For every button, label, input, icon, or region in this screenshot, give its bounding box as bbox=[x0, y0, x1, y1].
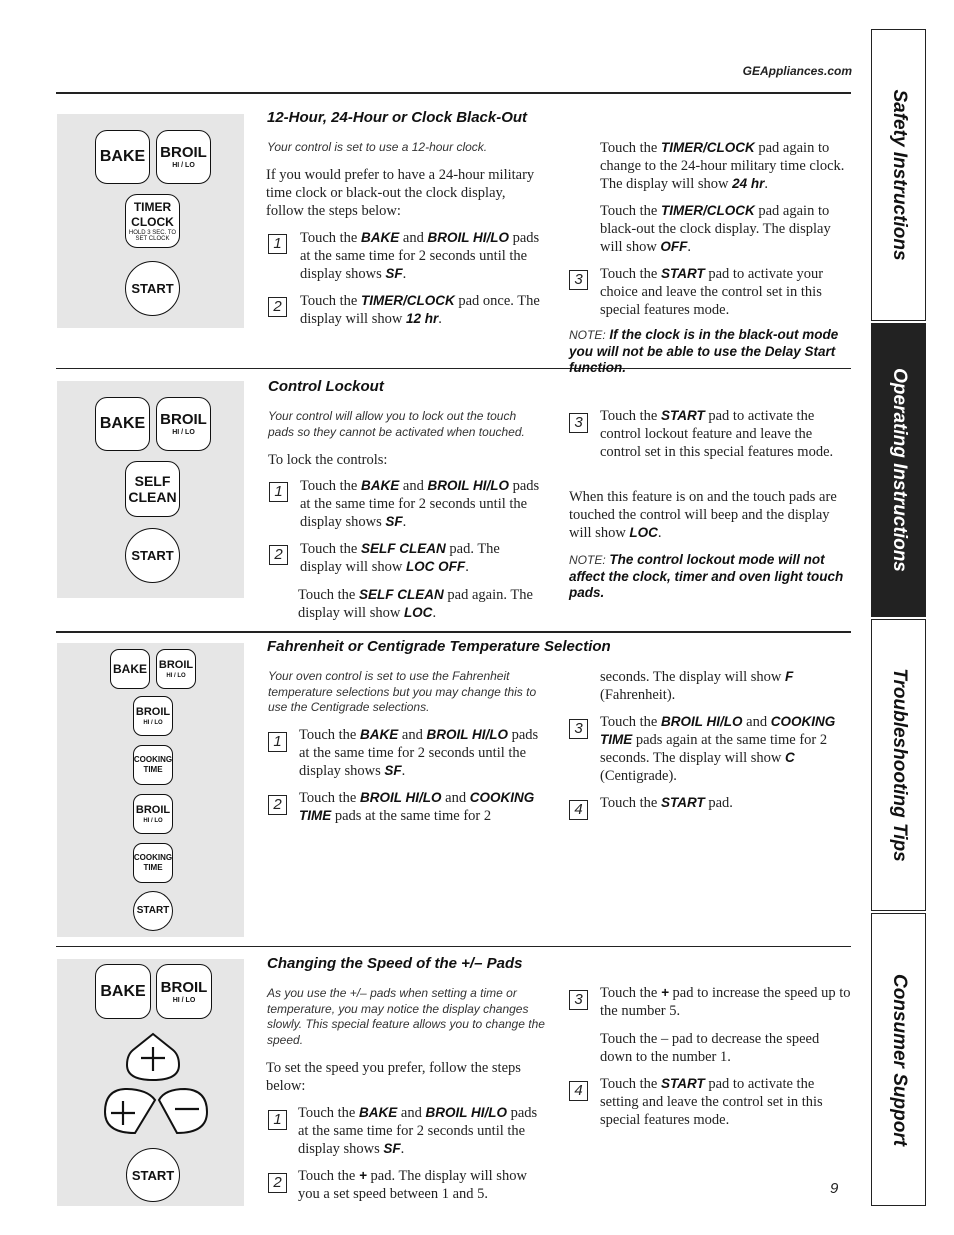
step-text: Touch the SELF CLEAN pad. The display will show LOC OFF. bbox=[300, 541, 500, 575]
step-number: 3 bbox=[569, 719, 588, 739]
start-pad: START bbox=[125, 261, 180, 316]
broil-pad: BROIL HI / LO bbox=[156, 964, 212, 1019]
step-text: Touch the + pad. The display will show you a set speed between 1 and 5. bbox=[298, 1168, 527, 1202]
step-text: Touch the BAKE and BROIL HI/LO pads at the same time for 2 seconds until the display shows SF. bbox=[299, 727, 539, 779]
instruction-paragraph: Touch the TIMER/CLOCK pad again to black-out the clock display. The display will show OFF. bbox=[600, 203, 831, 255]
tab-consumer-support[interactable]: Consumer Support bbox=[871, 913, 926, 1206]
step-text: Touch the BROIL HI/LO and COOKING TIME pads at the same time for 2 bbox=[299, 790, 535, 824]
step-text: Touch the START pad to activate the control lockout feature and leave the control set in this special features mode. bbox=[600, 408, 834, 460]
broil-pad: BROIL HI / LO bbox=[156, 649, 196, 689]
step-text: Touch the BAKE and BROIL HI/LO pads at the same time for 2 seconds until the display shows SF. bbox=[298, 1105, 538, 1157]
section-intro: As you use the +/– pads when setting a time or temperature, you may notice the display changes slowly. This special feature allows you to change the speed. bbox=[267, 986, 545, 1047]
tab-troubleshooting-tips[interactable]: Troubleshooting Tips bbox=[871, 619, 926, 911]
step-text: Touch the BAKE and BROIL HI/LO pads at the same time for 2 seconds until the display shows SF. bbox=[300, 478, 540, 530]
section-title: Fahrenheit or Centigrade Temperature Selection bbox=[267, 638, 611, 655]
step-number: 3 bbox=[569, 270, 588, 290]
step-text: Touch the START pad to activate your choice and leave the control set in this special features mode. bbox=[600, 266, 824, 318]
instruction-paragraph: Touch the SELF CLEAN pad again. The display will show LOC. bbox=[298, 587, 533, 621]
step-text: Touch the START pad to activate the setting and leave the control set in this special features mode. bbox=[600, 1076, 823, 1128]
step-number: 2 bbox=[269, 545, 288, 565]
note: NOTE: The control lockout mode will not affect the clock, timer and oven light touch pads. bbox=[569, 552, 844, 600]
step-number: 3 bbox=[569, 413, 588, 433]
step-number: 2 bbox=[268, 1173, 287, 1193]
section-divider bbox=[56, 946, 851, 947]
step-number: 1 bbox=[268, 234, 287, 254]
start-pad: START bbox=[133, 891, 173, 931]
section-intro: Your control will allow you to lock out the touch pads so they cannot be activated when touched. bbox=[268, 409, 525, 439]
self-clean-pad: SELF CLEAN bbox=[125, 461, 180, 517]
step-text: Touch the + pad to increase the speed up to the number 5. bbox=[600, 985, 851, 1019]
bake-pad: BAKE bbox=[110, 649, 150, 689]
start-pad: START bbox=[125, 528, 180, 583]
bake-pad: BAKE bbox=[95, 964, 151, 1019]
top-rule bbox=[56, 92, 851, 94]
plus-minus-pads bbox=[95, 1025, 215, 1145]
keypad-illustration bbox=[57, 381, 244, 598]
step-text: Touch the START pad. bbox=[600, 795, 733, 811]
instruction-paragraph: To set the speed you prefer, follow the steps below: bbox=[266, 1060, 521, 1094]
step-text: Touch the BROIL HI/LO and COOKING TIME pads again at the same time for 2 seconds. The display will show C (Centigrade). bbox=[600, 714, 836, 784]
section-divider bbox=[56, 631, 851, 633]
broil-pad: BROIL HI / LO bbox=[133, 696, 173, 736]
step-text: Touch the BAKE and BROIL HI/LO pads at the same time for 2 seconds until the display shows SF. bbox=[300, 230, 540, 282]
section-title: 12-Hour, 24-Hour or Clock Black-Out bbox=[267, 109, 528, 126]
step-number: 3 bbox=[569, 990, 588, 1010]
instruction-paragraph: Touch the – pad to decrease the speed down to the number 1. bbox=[600, 1031, 820, 1065]
bake-pad: BAKE bbox=[95, 130, 150, 184]
instruction-paragraph: If you would prefer to have a 24-hour military time clock or black-out the clock display, follow the steps below: bbox=[266, 167, 535, 219]
cooking-time-pad: COOKING TIME bbox=[133, 843, 173, 883]
broil-pad: BROIL HI / LO bbox=[133, 794, 173, 834]
note: NOTE: If the clock is in the black-out mode you will not be able to use the Delay Start function. bbox=[569, 327, 839, 375]
step-number: 4 bbox=[569, 1081, 588, 1101]
start-pad: START bbox=[126, 1148, 180, 1202]
instruction-paragraph: When this feature is on and the touch pads are touched the control will beep and the display will show LOC. bbox=[569, 489, 837, 541]
plus-pad-icon bbox=[127, 1034, 179, 1080]
broil-pad: BROIL HI / LO bbox=[156, 397, 211, 451]
website-url: GEAppliances.com bbox=[742, 64, 852, 78]
tab-safety-instructions[interactable]: Safety Instructions bbox=[871, 29, 926, 321]
page-number: 9 bbox=[830, 1180, 839, 1197]
keypad-illustration bbox=[57, 114, 244, 328]
instruction-paragraph: To lock the controls: bbox=[268, 452, 388, 468]
step-text: Touch the TIMER/CLOCK pad once. The display will show 12 hr. bbox=[300, 293, 540, 327]
keypad-illustration bbox=[57, 643, 244, 937]
step-number: 1 bbox=[268, 1110, 287, 1130]
timer-clock-pad: TIMER CLOCK HOLD 3 SEC. TO SET CLOCK bbox=[125, 194, 180, 248]
step-number: 2 bbox=[268, 297, 287, 317]
instruction-paragraph: Touch the TIMER/CLOCK pad again to change to the 24-hour military time clock. The display will show 24 hr. bbox=[600, 140, 845, 192]
step-number: 1 bbox=[269, 482, 288, 502]
plus-pad-icon bbox=[105, 1089, 155, 1133]
broil-pad: BROIL HI / LO bbox=[156, 130, 211, 184]
instruction-paragraph: seconds. The display will show F (Fahrenheit). bbox=[600, 669, 794, 703]
cooking-time-pad: COOKING TIME bbox=[133, 745, 173, 785]
bake-pad: BAKE bbox=[95, 397, 150, 451]
section-intro: Your control is set to use a 12-hour clock. bbox=[267, 140, 488, 154]
step-number: 1 bbox=[268, 732, 287, 752]
minus-pad-icon bbox=[159, 1089, 207, 1133]
section-title: Changing the Speed of the +/– Pads bbox=[267, 955, 523, 972]
tab-operating-instructions[interactable]: Operating Instructions bbox=[871, 323, 926, 617]
section-title: Control Lockout bbox=[268, 378, 384, 395]
step-number: 4 bbox=[569, 800, 588, 820]
step-number: 2 bbox=[268, 795, 287, 815]
section-intro: Your oven control is set to use the Fahrenheit temperature selections but you may change this to use the Centigrade selections. bbox=[268, 669, 537, 714]
keypad-illustration bbox=[57, 959, 244, 1206]
